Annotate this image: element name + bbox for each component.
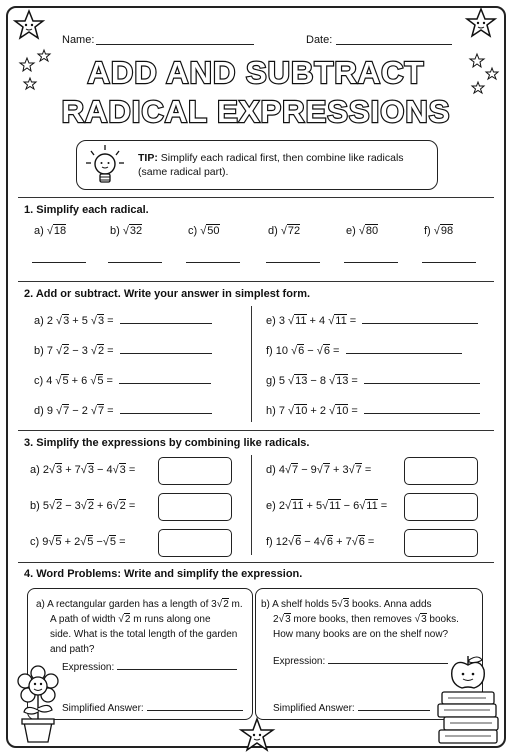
expression-label: Expression:	[273, 656, 326, 667]
wp-a-line2-end: m runs along one	[130, 614, 211, 625]
answer-line[interactable]	[344, 262, 398, 263]
radicand: 10	[336, 405, 349, 417]
wp-b-line1: b) A shelf holds 5	[261, 599, 338, 610]
item-letter: c)	[188, 225, 201, 237]
radicand: 5	[87, 536, 94, 548]
star-face-icon	[466, 8, 496, 38]
item-letter: c)	[30, 536, 43, 548]
date-field[interactable]	[336, 44, 452, 45]
expression-field[interactable]	[117, 661, 237, 670]
wp-b-simplified	[273, 701, 430, 716]
combine-problem: d) 4√7 − 9√7 + 3√7 =	[266, 464, 372, 476]
radical-problem: g) 5 √13 − 8 √13 =	[266, 374, 480, 387]
radicand: 6	[323, 345, 330, 357]
radical-problem: b) 7 √2 − 3 √2 =	[34, 344, 212, 357]
section-divider	[18, 430, 494, 431]
radicand: 13	[336, 375, 349, 387]
section-2-heading: 2. Add or subtract. Write your answer in simplest form.	[24, 288, 311, 300]
item-letter: g)	[266, 375, 279, 387]
radicand: 7	[97, 405, 105, 417]
simplify-item: f) √98	[424, 225, 454, 237]
star-face-icon	[14, 10, 44, 40]
answer-line[interactable]	[364, 374, 480, 384]
radicand: 50	[207, 225, 220, 237]
simplify-item: a) √18	[34, 225, 67, 237]
item-letter: d)	[34, 405, 47, 417]
radicand: 11	[366, 500, 378, 512]
column-divider	[251, 455, 252, 555]
radicand: 18	[53, 225, 67, 237]
radicand: 3	[56, 464, 63, 476]
tip-label: TIP:	[138, 152, 158, 164]
answer-box[interactable]	[404, 493, 478, 521]
section-divider	[18, 281, 494, 282]
wp-b-line2-mid: more books, then removes	[290, 614, 415, 625]
item-letter: f)	[266, 345, 276, 357]
answer-box[interactable]	[404, 529, 478, 557]
radicand: 7	[323, 464, 330, 476]
item-letter: d)	[266, 464, 279, 476]
simplify-item: d) √72	[268, 225, 301, 237]
radicand: 13	[295, 375, 308, 387]
simplified-label: Simplified Answer:	[62, 703, 144, 714]
wp-b-radicand: 3	[343, 599, 350, 610]
answer-line[interactable]	[346, 344, 462, 354]
item-letter: h)	[266, 405, 279, 417]
radicand: 2	[97, 345, 105, 357]
radicand: 6	[295, 536, 302, 548]
section-1-heading: 1. Simplify each radical.	[24, 204, 149, 216]
radicand: 11	[295, 315, 307, 327]
item-letter: d)	[268, 225, 281, 237]
answer-line[interactable]	[422, 262, 476, 263]
simplify-item: b) √32	[110, 225, 143, 237]
tip-text	[138, 151, 428, 179]
radicand: 3	[119, 464, 126, 476]
radicand: 98	[440, 225, 454, 237]
item-letter: e)	[266, 500, 279, 512]
wp-b-line2: 2	[273, 614, 279, 625]
radical-problem: c) 4 √5 + 6 √5 =	[34, 374, 211, 387]
name-field[interactable]	[96, 44, 254, 45]
radicand: 2	[56, 500, 63, 512]
item-letter: a)	[34, 225, 47, 237]
radicand: 2	[87, 500, 94, 512]
wp-a-simplified	[62, 701, 243, 716]
wp-b-radicand: 3	[421, 614, 427, 625]
combine-problem: e) 2√11 + 5√11 − 6√11 =	[266, 500, 388, 512]
section-divider	[18, 197, 494, 198]
word-problem-a-text: a) A rectangular garden has a length of 3√2 m. A path of width √2 m runs along one side. What is the total length of the garden and path?	[36, 599, 243, 655]
radicand: 7	[355, 464, 362, 476]
item-letter: b)	[34, 345, 47, 357]
word-problem-b-text: b) A shelf holds 5√3 books. Anna adds 2√3 more books, then removes √3 books. How many books are on the shelf now?	[261, 599, 459, 640]
wp-a-radicand: 2	[223, 599, 229, 610]
answer-line[interactable]	[362, 314, 478, 324]
section-3-heading: 3. Simplify the expressions by combining like radicals.	[24, 437, 310, 449]
combine-problem: a) 2√3 + 7√3 − 4√3 =	[30, 464, 136, 476]
answer-line[interactable]	[120, 404, 212, 414]
answer-box[interactable]	[404, 457, 478, 485]
answer-box[interactable]	[158, 493, 232, 521]
simplify-item: c) √50	[188, 225, 220, 237]
section-4-heading: 4. Word Problems: Write and simplify the expression.	[24, 568, 303, 580]
apple-books-icon	[436, 654, 500, 746]
item-letter: c)	[34, 375, 47, 387]
answer-line[interactable]	[266, 262, 320, 263]
radicand: 6	[358, 536, 365, 548]
radicand: 11	[335, 315, 347, 327]
wp-a-line1: a) A rectangular garden has a length of 3	[36, 599, 217, 610]
flower-pot-icon	[12, 664, 64, 744]
date-label: Date:	[306, 34, 333, 46]
simplified-label: Simplified Answer:	[273, 703, 355, 714]
wp-a-expression	[62, 660, 237, 675]
radicand: 2	[119, 500, 126, 512]
radical-problem: h) 7 √10 + 2 √10 =	[266, 404, 480, 417]
simplified-field[interactable]	[358, 702, 430, 711]
section-divider	[18, 562, 494, 563]
tip-body: Simplify each radical first, then combine like radicals (same radical part).	[138, 152, 404, 178]
radicand: 6	[298, 345, 305, 357]
radicand: 3	[97, 315, 105, 327]
radicand: 5	[109, 536, 117, 548]
lightbulb-icon	[84, 143, 126, 187]
radicand: 5	[55, 536, 62, 548]
wp-b-radicand: 3	[285, 614, 291, 625]
name-label: Name:	[62, 34, 95, 46]
radicand: 5	[97, 375, 104, 387]
simplify-item: e) √80	[346, 225, 379, 237]
radicand: 7	[292, 464, 299, 476]
wp-a-line3: side. What is the total length of the garden	[50, 629, 238, 640]
radicand: 80	[365, 225, 379, 237]
item-letter: e)	[346, 225, 359, 237]
item-letter: a)	[30, 464, 43, 476]
answer-line[interactable]	[119, 374, 211, 384]
radicand: 3	[87, 464, 94, 476]
answer-line[interactable]	[364, 404, 480, 414]
radicand: 2	[63, 345, 70, 357]
radicand: 72	[287, 225, 301, 237]
item-letter: b)	[110, 225, 123, 237]
expression-label: Expression:	[62, 662, 115, 673]
radicand: 5	[62, 375, 69, 387]
wp-b-expression	[273, 654, 448, 669]
radical-problem: a) 2 √3 + 5 √3 =	[34, 314, 212, 327]
column-divider	[251, 306, 252, 422]
wp-a-line4: and path?	[50, 644, 95, 655]
item-letter: b)	[30, 500, 43, 512]
radical-problem: e) 3 √11 + 4 √11 =	[266, 314, 478, 327]
radicand: 10	[295, 405, 308, 417]
radical-problem: d) 9 √7 − 2 √7 =	[34, 404, 212, 417]
answer-line[interactable]	[120, 344, 212, 354]
wp-a-line2: A path of width	[50, 614, 119, 625]
radicand: 7	[63, 405, 70, 417]
answer-box[interactable]	[158, 457, 232, 485]
combine-problem: c) 9√5 + 2√5 −√5 =	[30, 536, 126, 548]
item-letter: e)	[266, 315, 279, 327]
answer-line[interactable]	[108, 262, 162, 263]
star-face-icon	[240, 718, 274, 752]
wp-b-line3: How many books are on the shelf now?	[273, 629, 449, 640]
simplified-field[interactable]	[147, 702, 243, 711]
wp-a-line1-end: m.	[228, 599, 243, 610]
title-line-2: RADICAL EXPRESSIONS	[61, 94, 451, 129]
item-letter: f)	[266, 536, 276, 548]
answer-box[interactable]	[158, 529, 232, 557]
radicand: 11	[329, 500, 341, 512]
radicand: 6	[326, 536, 334, 548]
wp-a-radicand: 2	[124, 614, 131, 625]
radicand: 11	[292, 500, 304, 512]
title-line-1: ADD AND SUBTRACT	[87, 55, 425, 90]
expression-field[interactable]	[328, 655, 448, 664]
item-letter: a)	[34, 315, 47, 327]
answer-line[interactable]	[186, 262, 240, 263]
radicand: 32	[129, 225, 143, 237]
combine-problem: f) 12√6 − 4√6 + 7√6 =	[266, 536, 375, 548]
item-letter: f)	[424, 225, 434, 237]
radical-problem: f) 10 √6 − √6 =	[266, 344, 462, 357]
answer-line[interactable]	[32, 262, 86, 263]
wp-b-line2-end: books.	[426, 614, 459, 625]
radicand: 3	[63, 315, 70, 327]
wp-b-line1-end: books. Anna adds	[349, 599, 432, 610]
combine-problem: b) 5√2 − 3√2 + 6√2 =	[30, 500, 136, 512]
answer-line[interactable]	[120, 314, 212, 324]
